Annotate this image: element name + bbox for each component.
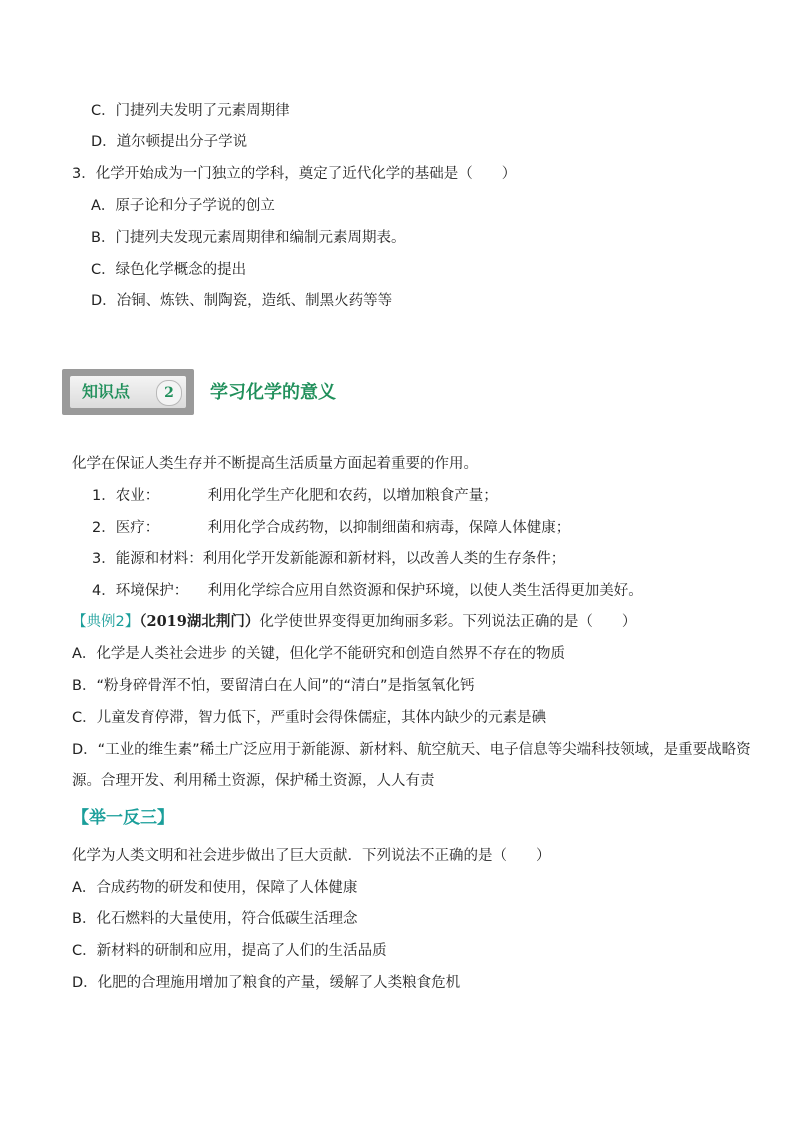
knowledge-point-badge xyxy=(62,369,194,415)
example-stem-line xyxy=(72,612,636,632)
example-option-a: A．化学是人类社会进步 的关键，但化学不能研究和创造自然界不存在的物质 xyxy=(72,646,566,662)
option-c: C．绿色化学概念的提出 xyxy=(91,262,247,278)
option-d: D．道尔顿提出分子学说 xyxy=(91,134,248,150)
item-label: 环境保护： xyxy=(115,583,189,599)
item-number: 4． xyxy=(92,583,116,599)
example-option-d-cont: 源。合理开发、利用稀土资源，保护稀土资源，人人有责 xyxy=(72,773,435,789)
item-label: 医疗： xyxy=(115,520,160,536)
practice-heading: 【举一反三】 xyxy=(72,808,174,828)
practice-stem: 化学为人类文明和社会进步做出了巨大贡献．下列说法不正确的是（ ） xyxy=(72,848,551,864)
practice-option-a: A．合成药物的研发和使用，保障了人体健康 xyxy=(72,880,358,896)
list-item xyxy=(92,518,570,538)
intro-paragraph: 化学在保证人类生存并不断提高生活质量方面起着重要的作用。 xyxy=(72,456,478,472)
example-source: （2019湖北荆门） xyxy=(139,613,260,630)
option-c: C．门捷列夫发明了元素周期律 xyxy=(91,103,290,119)
option-d: D．冶铜、炼铁、制陶瓷，造纸、制黑火药等等 xyxy=(91,293,393,309)
question-3-stem: 3．化学开始成为一门独立的学科，奠定了近代化学的基础是（ ） xyxy=(72,166,517,182)
item-number: 2． xyxy=(92,520,116,536)
practice-option-c: C．新材料的研制和应用，提高了人们的生活品质 xyxy=(72,943,387,959)
item-text: 利用化学生产化肥和农药，以增加粮食产量； xyxy=(207,488,498,504)
section-title: 学习化学的意义 xyxy=(210,382,336,403)
item-number: 3． xyxy=(92,551,116,567)
option-a: A．原子论和分子学说的创立 xyxy=(91,198,275,214)
badge-number: 2 xyxy=(156,380,182,406)
item-label: 能源和材料： xyxy=(115,551,203,567)
item-text: 利用化学合成药物，以抑制细菌和病毒，保障人体健康； xyxy=(207,520,571,536)
example-tag: 【典例2】 xyxy=(72,614,140,630)
option-b: B．门捷列夫发现元素周期律和编制元素周期表。 xyxy=(91,230,406,246)
example-stem: 化学使世界变得更加绚丽多彩。下列说法正确的是（ ） xyxy=(259,614,637,630)
list-item xyxy=(92,486,498,506)
practice-option-b: B．化石燃料的大量使用，符合低碳生活理念 xyxy=(72,911,358,927)
list-item xyxy=(92,549,565,569)
item-text: 利用化学综合应用自然资源和保护环境，以使人类生活得更加美好。 xyxy=(207,583,643,599)
badge-label: 知识点 xyxy=(82,382,131,401)
item-text: 利用化学开发新能源和新材料，以改善人类的生存条件； xyxy=(202,551,566,567)
example-option-b: B．“粉身碎骨浑不怕，要留清白在人间”的“清白”是指氢氧化钙 xyxy=(72,678,475,694)
example-option-c: C．儿童发育停滞，智力低下，严重时会得侏儒症，其体内缺少的元素是碘 xyxy=(72,710,547,726)
item-label: 农业： xyxy=(115,488,160,504)
example-option-d: D．“工业的维生素”稀土广泛应用于新能源、新材料、航空航天、电子信息等尖端科技领域，是重要战略资 xyxy=(72,742,751,758)
item-number: 1． xyxy=(92,488,116,504)
practice-option-d: D．化肥的合理施用增加了粮食的产量，缓解了人类粮食危机 xyxy=(72,975,461,991)
list-item xyxy=(92,581,643,601)
